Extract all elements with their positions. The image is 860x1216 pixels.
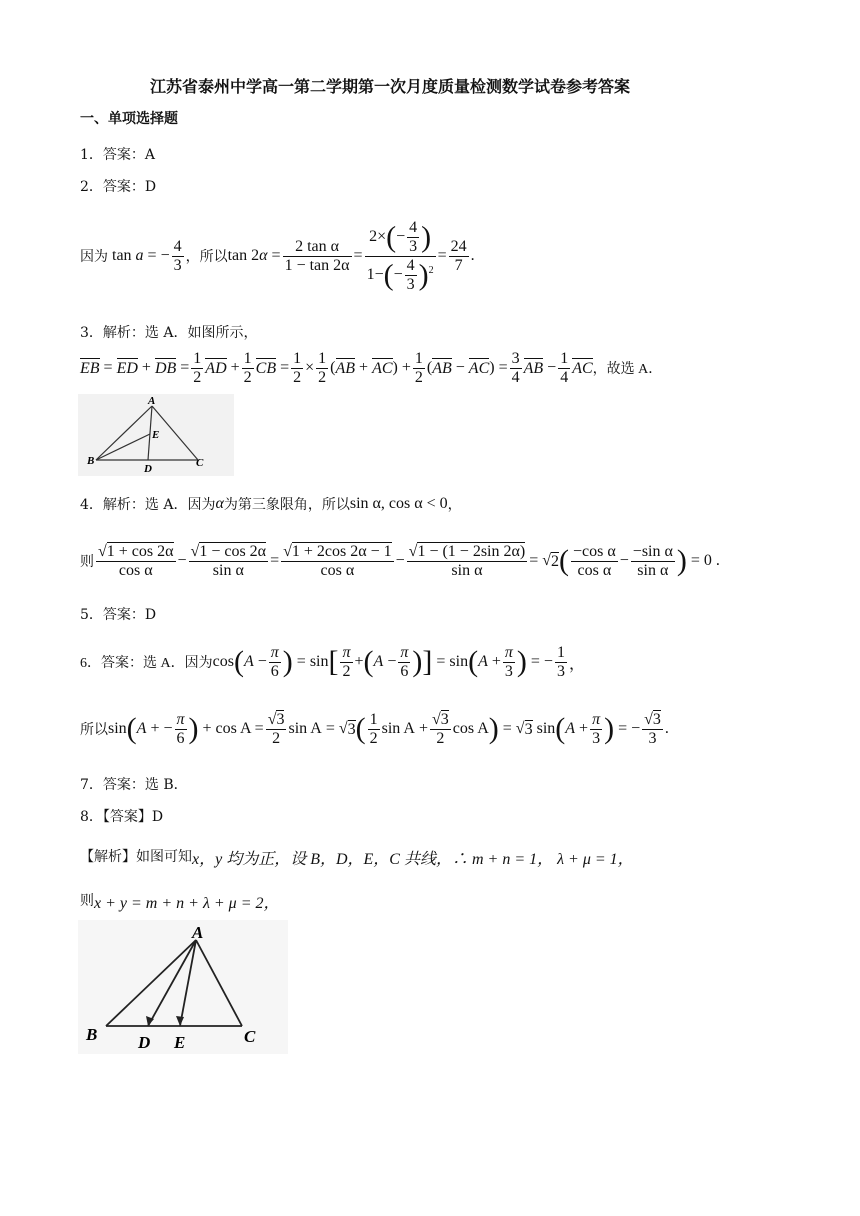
q8-fig-label-c: C	[244, 1027, 256, 1046]
q8-fig-label-a: A	[192, 923, 204, 942]
q1-answer: 1．答案：A	[80, 147, 156, 163]
q8-fig-label-d: D	[138, 1033, 151, 1052]
section-heading: 一、单项选择题	[80, 111, 178, 127]
q6-formula-1: 6．答案：选 A．因为 cos ( A − $\frac{\pi}{6}$ ) = sin [ $\frac{\pi}{2}$ + ( A − $\frac{\pi}{6}$ ) ] = sin ( A + $\frac{\pi}{3}$ ) = − $\frac{1}{3}$ ，	[80, 643, 585, 680]
q2-answer: 2．答案：D	[80, 179, 157, 195]
q6-formula-2: 所以 sin ( A + − $\frac{\pi}{6}$ ) + cos A = $\frac{√3}{2}$ sin A = √ 3 ( $\frac{1}{2}$ sin A + $\frac{√3}{2}$ cos A ) = √ 3 sin ( A + $\frac{\pi}{3}$ ) = − $\frac{√3}{3}$ .	[80, 710, 669, 747]
q3-fig-label-b: B	[87, 455, 95, 467]
page-title: 江苏省泰州中学高一第二学期第一次月度质量检测数学试卷参考答案	[150, 77, 631, 96]
q8-conclusion: 则 x + y = m + n + λ + μ = 2，	[80, 893, 280, 912]
q3-triangle-figure	[78, 394, 234, 476]
q8-triangle-figure	[78, 920, 288, 1054]
q3-fig-label-d: D	[144, 463, 152, 475]
q3-heading: 3．解析：选 A．如图所示，	[80, 325, 258, 341]
q4-formula: 则 $\frac{√1 + \cos 2\alpha}{\text{cos α}}$ − $\frac{√1 - \cos 2\alpha}{\text{sin α}}$ = $\frac{√1 + 2\cos 2\alpha - 1}{\text{cos α}}$ − $\frac{√1 - (1 - 2\sin 2\alpha)}{\text{sin α}}$ = √ 2 ( $\frac{\text{−cos α}}{\text{cos α}}$ − $\frac{\text{−sin α}}{\text{sin α}}$ ) = 0 .	[80, 542, 720, 579]
q8-answer: 8．【答案】D	[80, 809, 164, 825]
q3-fig-label-a: A	[148, 395, 156, 407]
q5-answer: 5．答案：D	[80, 607, 157, 623]
q7-answer: 7．答案：选 B．	[80, 777, 188, 793]
q8-analysis: 【解析】如图可知 x，y 均为正，设 B，D，E，C 共线，∴ m + n = 1， λ + μ = 1，	[80, 849, 634, 868]
q3-fig-label-c: C	[196, 457, 204, 469]
q4-heading: 4．解析：选 A．因为 α 为第三象限角，所以 sin α, cos α < 0 ，	[80, 495, 462, 513]
q3-formula: EB = ED + DB = $\frac{1}{2}$ AD + $\frac{1}{2}$ CB = $\frac{1}{2}$ × $\frac{1}{2}$ ( AB + AC ) + $\frac{1}{2}$ ( AB − AC ) = $\frac{3}{4}$ AB − $\frac{1}{4}$ AC ，故选 A．	[80, 349, 663, 386]
q8-fig-label-b: B	[86, 1025, 98, 1044]
q8-fig-label-e: E	[174, 1033, 186, 1052]
q2-formula: 因为 tan a = − $\frac{4}{3}$ ，所以 tan 2 α = $\frac{\text{2 tan α}}{1 - \tan 2\alpha}$ = 2×(− $\frac{4}{3}$ ) 1−(− $\frac{4}{3}$ )$^2$ = $\frac{24}{7}$ .	[80, 218, 475, 293]
q3-fig-label-e: E	[152, 429, 160, 441]
